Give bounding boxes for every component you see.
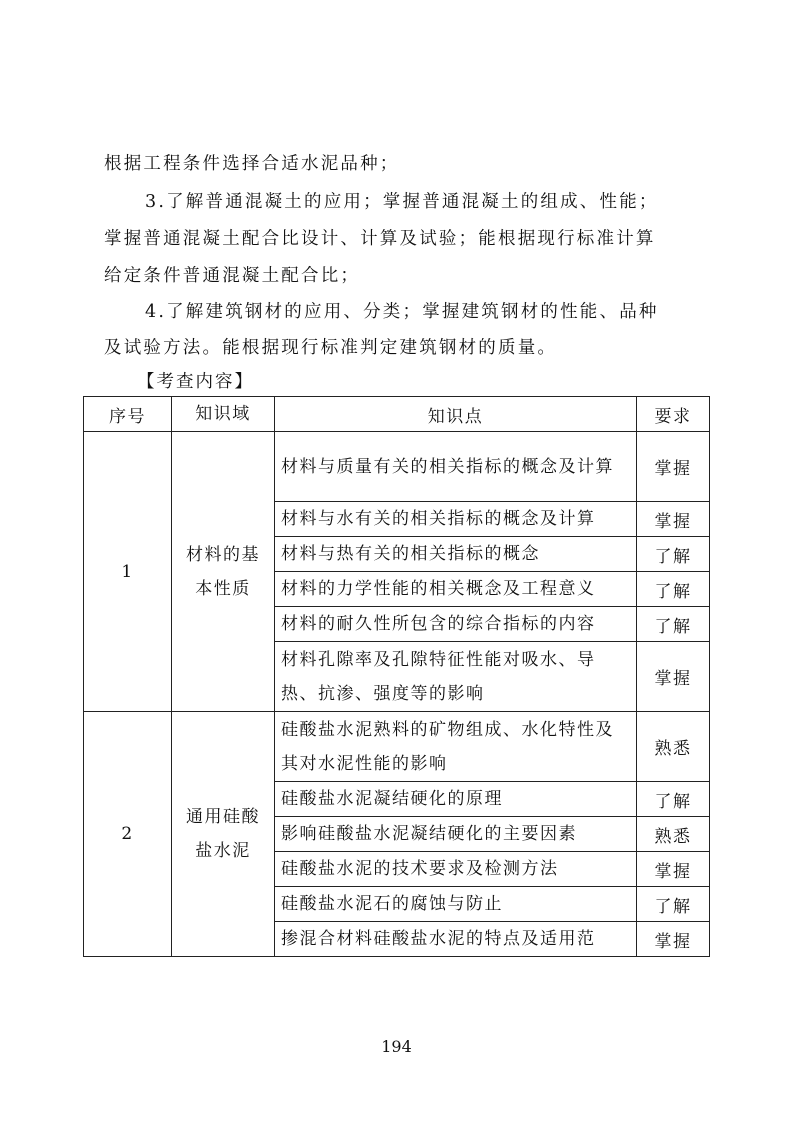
knowledge-point: 材料与水有关的相关指标的概念及计算 — [275, 502, 637, 537]
paragraph-line: 4.了解建筑钢材的应用、分类；掌握建筑钢材的性能、品种 — [145, 302, 659, 322]
knowledge-point: 材料孔隙率及孔隙特征性能对吸水、导热、抗渗、强度等的影响 — [275, 642, 637, 712]
requirement: 了解 — [637, 572, 710, 607]
paragraph-line: 掌握普通混凝土配合比设计、计算及试验；能根据现行标准计算 — [104, 229, 656, 249]
knowledge-domain: 材料的基本性质 — [172, 432, 275, 712]
paragraph-line: 给定条件普通混凝土配合比； — [104, 266, 361, 286]
row-number: 2 — [84, 712, 172, 957]
knowledge-point: 硅酸盐水泥凝结硬化的原理 — [275, 782, 637, 817]
knowledge-point: 材料与热有关的相关指标的概念 — [275, 537, 637, 572]
requirement: 掌握 — [637, 502, 710, 537]
knowledge-point: 材料与质量有关的相关指标的概念及计算 — [275, 432, 637, 502]
requirement: 熟悉 — [637, 817, 710, 852]
knowledge-point: 掺混合材料硅酸盐水泥的特点及适用范 — [275, 922, 637, 957]
header-num: 序号 — [84, 397, 172, 432]
paragraph-line: 根据工程条件选择合适水泥品种； — [104, 154, 400, 174]
header-requirement: 要求 — [637, 397, 710, 432]
header-domain: 知识域 — [172, 397, 275, 432]
requirement: 掌握 — [637, 852, 710, 887]
requirement: 了解 — [637, 782, 710, 817]
table-header-row — [84, 397, 710, 432]
knowledge-domain: 通用硅酸盐水泥 — [172, 712, 275, 957]
row-number: 1 — [84, 432, 172, 712]
requirement: 了解 — [637, 607, 710, 642]
header-point: 知识点 — [275, 397, 637, 432]
knowledge-point: 材料的耐久性所包含的综合指标的内容 — [275, 607, 637, 642]
requirement: 了解 — [637, 537, 710, 572]
section-heading: 【考查内容】 — [137, 372, 254, 392]
page-number: 194 — [381, 1037, 412, 1056]
requirement: 掌握 — [637, 922, 710, 957]
knowledge-point: 材料的力学性能的相关概念及工程意义 — [275, 572, 637, 607]
table-row — [84, 432, 710, 502]
table-row — [84, 712, 710, 782]
knowledge-point: 硅酸盐水泥熟料的矿物组成、水化特性及其对水泥性能的影响 — [275, 712, 637, 782]
knowledge-table — [83, 396, 710, 957]
knowledge-point: 硅酸盐水泥的技术要求及检测方法 — [275, 852, 637, 887]
requirement: 了解 — [637, 887, 710, 922]
paragraph-line: 3.了解普通混凝土的应用；掌握普通混凝土的组成、性能； — [145, 192, 659, 212]
knowledge-point: 硅酸盐水泥石的腐蚀与防止 — [275, 887, 637, 922]
requirement: 熟悉 — [637, 712, 710, 782]
paragraph-line: 及试验方法。能根据现行标准判定建筑钢材的质量。 — [104, 338, 558, 358]
requirement: 掌握 — [637, 642, 710, 712]
requirement: 掌握 — [637, 432, 710, 502]
knowledge-point: 影响硅酸盐水泥凝结硬化的主要因素 — [275, 817, 637, 852]
